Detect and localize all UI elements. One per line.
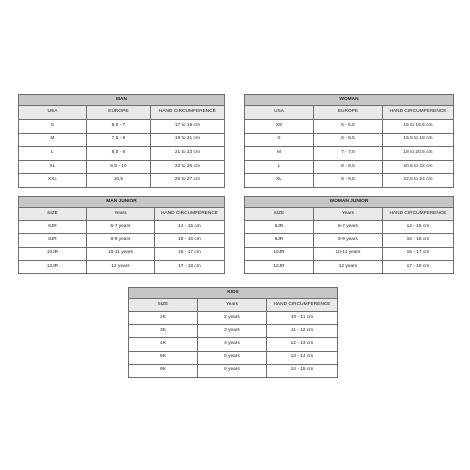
table-cell: 9,5 - 10 bbox=[86, 160, 150, 174]
table-cell: 17 - 18 cm bbox=[154, 260, 224, 273]
table-cell: 22,5 to 24 cm bbox=[382, 174, 453, 188]
column-header-hand-circumference: HAND CIRCUMFERENCE bbox=[382, 106, 453, 120]
table-cell: 8-9 years bbox=[313, 234, 382, 247]
table-cell: L bbox=[19, 147, 87, 161]
table-row bbox=[19, 247, 225, 260]
table-cell: S bbox=[245, 133, 314, 147]
man-junior-table-title: MAN JUNIOR bbox=[19, 197, 225, 208]
table-row bbox=[19, 147, 225, 161]
table-cell: 12 - 13 cm bbox=[266, 338, 337, 351]
table-cell: 17 - 18 cm bbox=[382, 260, 453, 273]
woman-table-title: WOMAN bbox=[245, 95, 454, 106]
table-row bbox=[129, 325, 338, 338]
table-cell: 3K bbox=[129, 325, 198, 338]
table-header-row bbox=[19, 208, 225, 221]
column-header-hand-circumference: HAND CIRCUMFERENCE bbox=[154, 208, 224, 221]
table-header-row bbox=[245, 106, 454, 120]
table-cell: 8-9 years bbox=[86, 234, 154, 247]
column-header-hand-circumference: HAND CIRCUMFERENCE bbox=[150, 106, 224, 120]
table-cell: M bbox=[19, 133, 87, 147]
table-cell: 15 to 16,5 cm bbox=[382, 120, 453, 134]
table-title-row bbox=[129, 288, 338, 299]
kids-table-title: KIDS bbox=[129, 288, 338, 299]
table-cell: 10-11 years bbox=[313, 247, 382, 260]
table-cell: 7,5 - 8 bbox=[86, 133, 150, 147]
man-junior-size-table bbox=[18, 196, 225, 274]
table-cell: 17 to 19 cm bbox=[150, 120, 224, 134]
table-cell: 12 years bbox=[86, 260, 154, 273]
table-cell: 8JR bbox=[245, 234, 314, 247]
table-cell: 7 - 7,5 bbox=[313, 147, 382, 161]
table-row bbox=[19, 160, 225, 174]
table-cell: 12JR bbox=[245, 260, 314, 273]
table-cell: 6JR bbox=[245, 221, 314, 234]
table-cell: 13 - 14 cm bbox=[266, 351, 337, 364]
table-cell: S bbox=[19, 120, 87, 134]
table-cell: 6K bbox=[129, 364, 198, 377]
table-cell: 11 - 12 cm bbox=[266, 325, 337, 338]
man-size-table bbox=[18, 94, 225, 188]
table-cell: 23 to 25 cm bbox=[150, 160, 224, 174]
column-header-europe: EUROPE bbox=[86, 106, 150, 120]
table-cell: 25 to 27 cm bbox=[150, 174, 224, 188]
woman-junior-table-title: WOMAN JUNIOR bbox=[245, 197, 454, 208]
table-cell: 10 - 11 cm bbox=[266, 312, 337, 325]
table-cell: M bbox=[245, 147, 314, 161]
column-header-hand-circumference: HAND CIRCUMFERENCE bbox=[382, 208, 453, 221]
table-cell: L bbox=[245, 160, 314, 174]
table-row bbox=[245, 133, 454, 147]
table-row bbox=[19, 120, 225, 134]
table-cell: 6-7 years bbox=[313, 221, 382, 234]
table-cell: 16 - 17 cm bbox=[382, 247, 453, 260]
table-header-row bbox=[129, 299, 338, 312]
column-header-size: SIZE bbox=[19, 208, 87, 221]
table-title-row bbox=[19, 95, 225, 106]
table-title-row bbox=[19, 197, 225, 208]
column-header-years: Years bbox=[86, 208, 154, 221]
table-cell: 14 - 15 cm bbox=[154, 221, 224, 234]
table-row bbox=[245, 174, 454, 188]
table-cell: 2 years bbox=[197, 312, 266, 325]
table-cell: 5K bbox=[129, 351, 198, 364]
table-row bbox=[245, 147, 454, 161]
table-row bbox=[245, 120, 454, 134]
table-cell: XS bbox=[245, 120, 314, 134]
table-cell: 10JR bbox=[19, 247, 87, 260]
table-cell: 15 - 16 cm bbox=[154, 234, 224, 247]
table-row bbox=[129, 364, 338, 377]
man-table-title: MAN bbox=[19, 95, 225, 106]
table-cell: 16,5 to 18 cm bbox=[382, 133, 453, 147]
column-header-europe: EUROPE bbox=[313, 106, 382, 120]
table-row bbox=[129, 351, 338, 364]
table-title-row bbox=[245, 197, 454, 208]
table-cell: 21 to 23 cm bbox=[150, 147, 224, 161]
table-cell: 2K bbox=[129, 312, 198, 325]
table-row bbox=[245, 221, 454, 234]
table-cell: 6,5 - 7 bbox=[86, 120, 150, 134]
table-cell: 4 years bbox=[197, 338, 266, 351]
table-header-row bbox=[19, 106, 225, 120]
table-row bbox=[129, 312, 338, 325]
table-cell: 8 - 8,5 bbox=[313, 160, 382, 174]
column-header-usa: USA bbox=[245, 106, 314, 120]
column-header-size: SIZE bbox=[245, 208, 314, 221]
table-cell: 6 - 6,5 bbox=[313, 133, 382, 147]
column-header-hand-circumference: HAND CIRCUMFERENCE bbox=[266, 299, 337, 312]
woman-junior-size-table bbox=[244, 196, 454, 274]
table-cell: 10,5 bbox=[86, 174, 150, 188]
table-row bbox=[129, 338, 338, 351]
table-cell: 10-11 years bbox=[86, 247, 154, 260]
table-cell: 6 years bbox=[197, 364, 266, 377]
table-header-row bbox=[245, 208, 454, 221]
table-cell: 3 years bbox=[197, 325, 266, 338]
table-cell: 12JR bbox=[19, 260, 87, 273]
table-cell: 6JR bbox=[19, 221, 87, 234]
table-row bbox=[245, 260, 454, 273]
column-header-years: Years bbox=[197, 299, 266, 312]
table-row bbox=[19, 221, 225, 234]
table-cell: XL bbox=[245, 174, 314, 188]
table-cell: 12 years bbox=[313, 260, 382, 273]
table-cell: 4K bbox=[129, 338, 198, 351]
table-title-row bbox=[245, 95, 454, 106]
woman-size-table bbox=[244, 94, 454, 188]
table-cell: 5 - 5,5 bbox=[313, 120, 382, 134]
table-row bbox=[245, 160, 454, 174]
table-cell: 8,5 - 9 bbox=[86, 147, 150, 161]
table-cell: 9 - 9,5 bbox=[313, 174, 382, 188]
table-cell: XL bbox=[19, 160, 87, 174]
table-cell: 10JR bbox=[245, 247, 314, 260]
table-cell: 20,5 to 22 cm bbox=[382, 160, 453, 174]
table-cell: 16 - 17 cm bbox=[154, 247, 224, 260]
table-cell: 6-7 years bbox=[86, 221, 154, 234]
table-cell: 15 - 16 cm bbox=[382, 234, 453, 247]
table-row bbox=[245, 247, 454, 260]
table-cell: 14 - 15 cm bbox=[266, 364, 337, 377]
column-header-usa: USA bbox=[19, 106, 87, 120]
table-cell: 14 - 15 cm bbox=[382, 221, 453, 234]
column-header-years: Years bbox=[313, 208, 382, 221]
table-cell: XXL bbox=[19, 174, 87, 188]
table-row bbox=[19, 133, 225, 147]
table-row bbox=[245, 234, 454, 247]
table-cell: 18 to 20,5 cm bbox=[382, 147, 453, 161]
column-header-size: SIZE bbox=[129, 299, 198, 312]
table-cell: 19 to 21 cm bbox=[150, 133, 224, 147]
kids-size-table bbox=[128, 287, 338, 378]
table-row bbox=[19, 260, 225, 273]
table-cell: 5 years bbox=[197, 351, 266, 364]
table-cell: 8JR bbox=[19, 234, 87, 247]
table-row bbox=[19, 234, 225, 247]
table-row bbox=[19, 174, 225, 188]
